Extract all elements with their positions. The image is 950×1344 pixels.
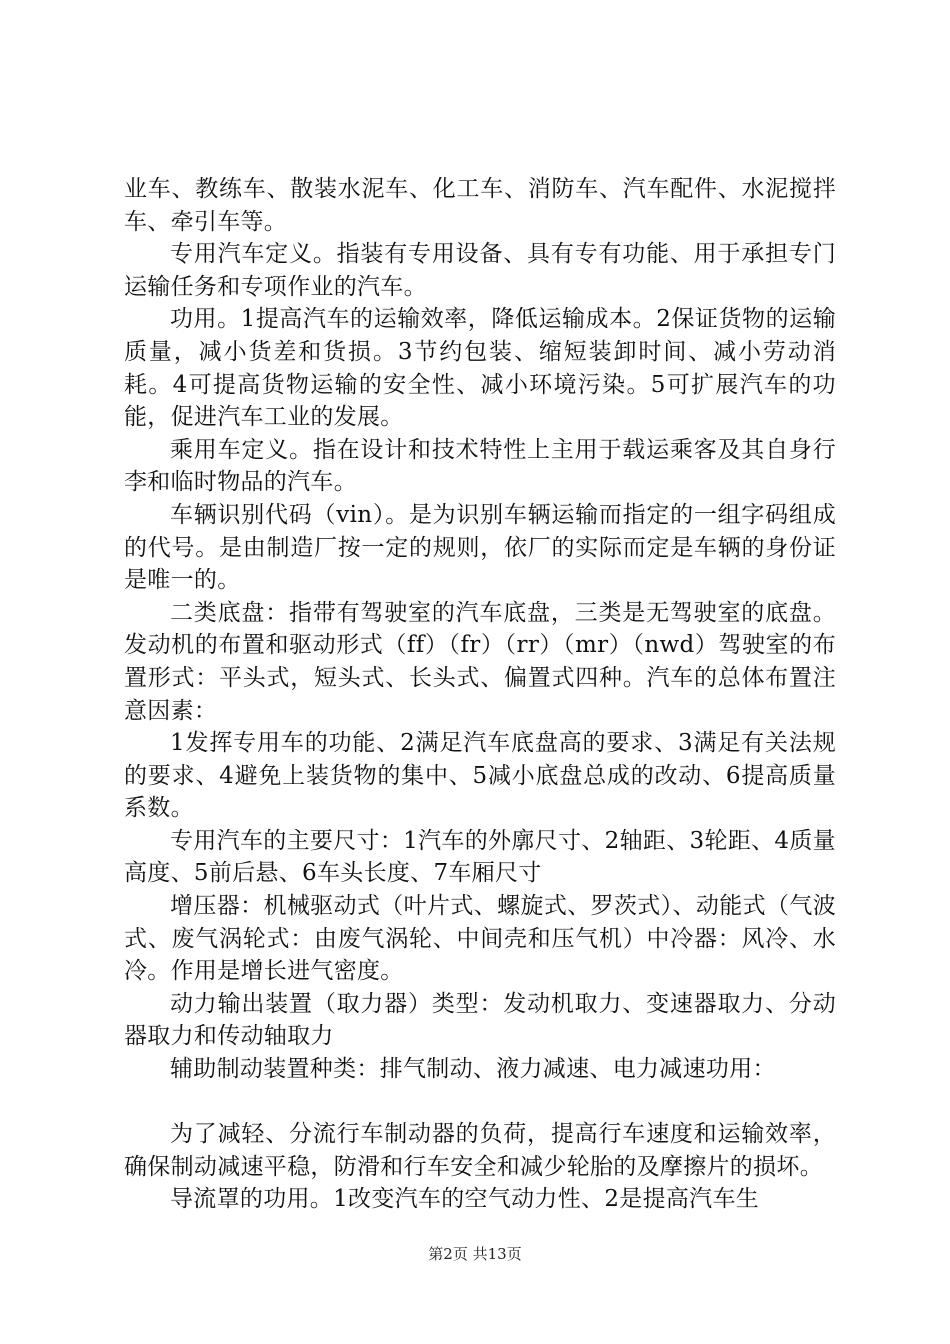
- paragraph-power-takeoff: 动力输出装置（取力器）类型：发动机取力、变速器取力、分动器取力和传动轴取力: [124, 990, 836, 1050]
- paragraph-supercharger: 增压器：机械驱动式（叶片式、螺旋式、罗茨式）、动能式（气波式、废气涡轮式：由废气涡轮、中间壳和压气机）中冷器：风冷、水冷。作用是增长进气密度。: [124, 893, 836, 985]
- page-number-footer: 第2页 共13页: [428, 1245, 522, 1263]
- paragraph-functions: 功用。1提高汽车的运输效率，降低运输成本。2保证货物的运输质量，减小货差和货损。3节约包装、缩短装卸时间、减小劳动消耗。4可提高货物运输的安全性、减小环境污染。5可扩展汽车的功能，促进汽车工业的发展。: [124, 306, 836, 431]
- paragraph-main-dimensions: 专用汽车的主要尺寸：1汽车的外廓尺寸、2轴距、3轮距、4质量高度、5前后悬、6车头长度、7车厢尺寸: [124, 827, 836, 887]
- paragraph-vin: 车辆识别代码（vin）。是为识别车辆运输而指定的一组字码组成的代号。是由制造厂按一定的规则，依厂的实际而定是车辆的身份证是唯一的。: [124, 501, 836, 594]
- paragraph-brake-purpose: 为了减轻、分流行车制动器的负荷，提高行车速度和运输效率，确保制动减速平稳，防滑和行车安全和减少轮胎的及摩擦片的损坏。: [124, 1121, 836, 1180]
- paragraph-auxiliary-brake: 辅助制动装置种类：排气制动、液力减速、电力减速功用：: [170, 1056, 776, 1083]
- paragraph-passenger-car-definition: 乘用车定义。指在设计和技术特性上主用于载运乘客及其自身行李和临时物品的汽车。: [124, 436, 836, 496]
- document-body: [124, 173, 836, 1216]
- paragraph-special-vehicle-definition: 专用汽车定义。指装有专用设备、具有专有功能、用于承担专门运输任务和专项作业的汽车。: [124, 241, 836, 300]
- paragraph-chassis-types: 二类底盘：指带有驾驶室的汽车底盘，三类是无驾驶室的底盘。发动机的布置和驱动形式（ff）（fr）（rr）（mr）（nwd）驾驶室的布置形式：平头式，短头式、长头式、偏置式四种。汽车的总体布置注意因素：: [124, 599, 836, 724]
- paragraph-vehicle-list: 业车、教练车、散装水泥车、化工车、消防车、汽车配件、水泥搅拌车、牵引车等。: [124, 176, 836, 235]
- paragraph-deflector-function: 导流罩的功用。1改变汽车的空气动力性、2是提高汽车生: [170, 1186, 760, 1213]
- paragraph-layout-factors: 1发挥专用车的功能、2满足汽车底盘高的要求、3满足有关法规的要求、4避免上装货物的集中、5减小底盘总成的改动、6提高质量系数。: [124, 730, 836, 822]
